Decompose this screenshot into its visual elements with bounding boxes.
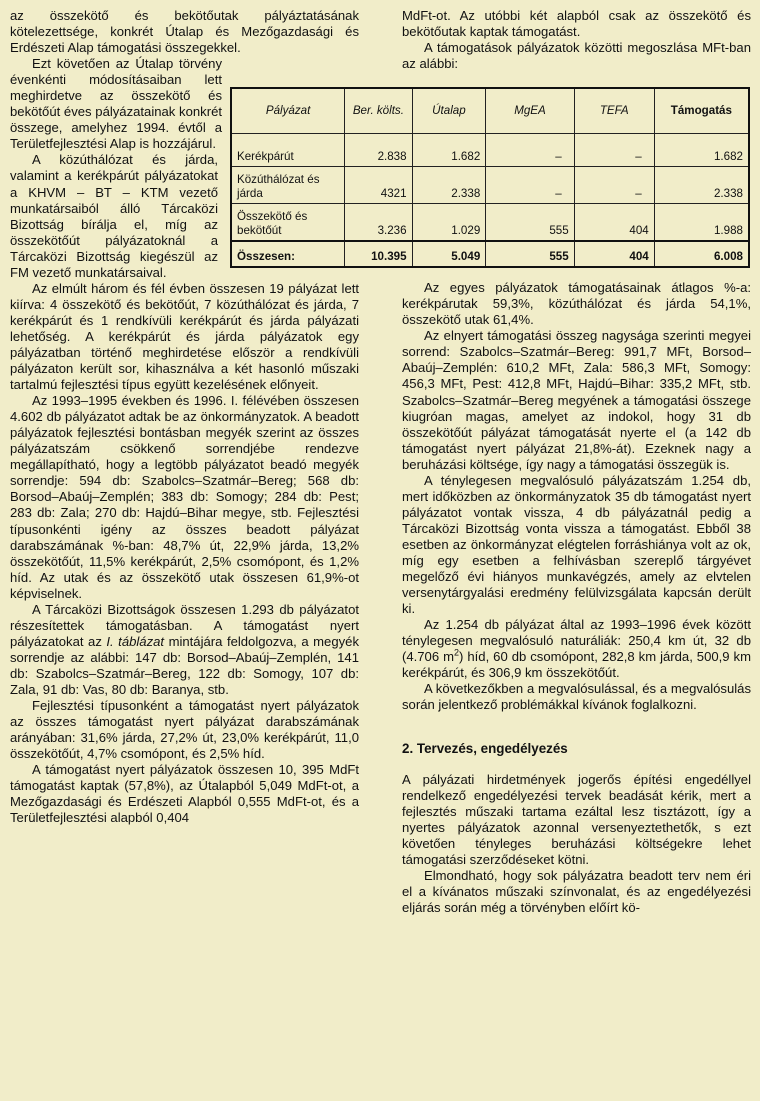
row-label: Kerékpárút bbox=[231, 134, 345, 167]
cell: 404 bbox=[574, 204, 654, 242]
header-ber-kolts: Ber. költs. bbox=[345, 88, 412, 134]
paragraph: Ezt követően az Útalap törvény évenkénti módosításaiban lett meghirdetve az összekötő és bekötőút éves pályázatainak konkrét összege, amelyhez 1994. évtől a Területfejlesztési Alap is hozzájárul. bbox=[10, 56, 222, 152]
cell: 2.338 bbox=[654, 167, 749, 204]
cell: 404 bbox=[574, 241, 654, 267]
cell: 555 bbox=[486, 241, 574, 267]
total-label: Összesen: bbox=[231, 241, 345, 267]
table-reference: I. táblázat bbox=[106, 633, 165, 649]
paragraph: Az egyes pályázatok támogatásainak átlagos %-a: kerékpárutak 59,3%, közúthálózat és járda 54,1%, összekötő utak 61,4%. bbox=[402, 280, 751, 328]
cell: 4321 bbox=[345, 167, 412, 204]
cell: 6.008 bbox=[654, 241, 749, 267]
row-label: Közúthálózat és járda bbox=[231, 167, 345, 204]
row-label: Összekötő és bekötőút bbox=[231, 204, 345, 242]
paragraph: A ténylegesen megvalósuló pályázatszám 1.254 db, mert időközben az önkormányzatok 35 db támogatást nyert pályázatot vontak vissza, 4 db pályázatnál pedig a Tárcaközi Bizottság vonta vissza a támogatást. Ebből 38 esetben az önkormányzat elégtelen forráshiánya volt az ok, míg egy esetben a felhívásban szereplő tárgyévet megelőző évi hiányos munkavégzés, amely az elvtelen versenytárgyalási eredmény felülvizsgálata kapcsán derült ki. bbox=[402, 472, 751, 617]
text-run: Az 1.254 db pályázat által az 1993–1996 évek között ténylegesen megvalósuló naturáliák: 250,4 km út, 32 db (4.706 m bbox=[402, 617, 751, 665]
paragraph: A támogatások pályázatok közötti megoszlása MFt-ban az alábbi: bbox=[402, 40, 751, 72]
cell: 1.029 bbox=[412, 204, 486, 242]
cell: 5.049 bbox=[412, 241, 486, 267]
text-run: mintájára feldolgozva, a megyék sorrendje az alábbi: 147 db: Borsod–Abaúj–Zemplén, 141 db: Szabolcs–Szatmár–Bereg, 122 db: Somogy, 107 db: Zala, 91 db: Vas, 80 db: Baranya, stb. bbox=[10, 633, 359, 697]
section-heading: 2. Tervezés, engedélyezés bbox=[402, 741, 568, 757]
header-palyazat: Pályázat bbox=[231, 88, 345, 134]
text-run: ) híd, 60 db csomópont, 282,8 km járda, 500,9 km kerékpárút, és 306,9 km összekötőút. bbox=[402, 649, 752, 681]
header-utalap: Útalap bbox=[412, 88, 486, 134]
cell: – bbox=[574, 167, 654, 204]
paragraph: Az elmúlt három és fél évben összesen 19 pályázat lett kiírva: 4 összekötő és bekötőút, 7 közúthálózat és járda, 7 kerékpárút és 1 rendkívüli kerékpárút és járda pályázati lehetőség. A kerékpárút és járda pályázatok egy pályázatban történő meghirdetése először a rendkívüli pályázaton került sor, kihasználva a két hasonló műszaki tartalmú fejlesztési típus együtt kezelésének előnyeit. bbox=[10, 280, 359, 393]
cell: 555 bbox=[486, 204, 574, 242]
cell: 2.838 bbox=[345, 134, 412, 167]
superscript: 2 bbox=[454, 647, 460, 658]
header-mgea: MgEA bbox=[486, 88, 574, 134]
paragraph: A pályázati hirdetmények jogerős építési engedéllyel rendelkező engedélyezési tervek beadását kérik, mert a fejlesztés műszaki tartama ezáltal lesz tisztázott, így a nyertes pályázatok azonnal versenyeztethetők, s ezt követően tényleges beruházási költségekre lehet támogatási szerződéseket kötni. bbox=[402, 771, 751, 867]
paragraph: az összekötő és bekötőutak pályáztatásának kötelezettsége, konkrét Útalap és Mezőgazdasági és Erdészeti Alap támogatási összegekkel. bbox=[10, 8, 359, 56]
paragraph: A következőkben a megvalósulással, és a megvalósulás során jelentkező problémákkal kívánok foglalkozni. bbox=[402, 681, 751, 713]
paragraph: A támogatást nyert pályázatok összesen 10, 395 MdFt támogatást kaptak (57,8%), az Útalapból 5,049 MdFt-ot, a Mezőgazdasági és Erdészeti Alapból 0,555 MdFt-ot, és a Területfejlesztési alapból 0,404 bbox=[10, 762, 359, 826]
table-spacer bbox=[402, 72, 751, 280]
paragraph bbox=[10, 602, 359, 698]
paragraph: Elmondható, hogy sok pályázatra beadott terv nem éri el a kívánatos műszaki színvonalat, és az engedélyezési eljárás során még a törvényben előírt kö- bbox=[402, 867, 751, 915]
paragraph: MdFt-ot. Az utóbbi két alapból csak az összekötő és bekötőutak kaptak támogatást. bbox=[402, 8, 751, 40]
cell: 3.236 bbox=[345, 204, 412, 242]
header-tefa: TEFA bbox=[574, 88, 654, 134]
right-column bbox=[402, 8, 751, 916]
cell: 10.395 bbox=[345, 241, 412, 267]
paragraph: A közúthálózat és járda, valamint a kerékpárút pályázatokat a KHVM – BT – KTM vezető munkatársaiból álló Tárcaközi Bizottság bírálja el, míg az összekötőút pályázatoknál a Tárcaközi Bizottság kiegészül az FM vezető munkatársaival. bbox=[10, 152, 218, 280]
cell: 1.988 bbox=[654, 204, 749, 242]
text-run: A Tárcaközi Bizottságok összesen 1.293 db pályázatot részesítettek támogatásban. A támogatást nyert pályázatokat az bbox=[10, 601, 359, 649]
paragraph: Fejlesztési típusonként a támogatást nyert pályázatok az összes támogatást nyert pályázat darabszámának arányában: 31,6% járda, 27,2% út, 23,0% kerékpárút, 11,0 összekötőút, 4,7% csomópont, és 2,5% híd. bbox=[10, 698, 359, 762]
cell: 1.682 bbox=[654, 134, 749, 167]
paragraph: Az 1993–1995 években és 1996. I. félévében összesen 4.602 db pályázatot adtak be az önkormányzatok. A beadott pályázatok fejlesztési bontásban megyék szerint az összes pályázatszám csökkenő sorrendjébe rendezve megállapítható, hogy a legtöbb pályázatot beadó megyék sorrendje: 594 db: Szabolcs–Szatmár–Bereg; 568 db: Borsod–Abaúj–Zemplén; 383 db: Somogy; 284 db: Pest; 283 db: Zala; 270 db: Hajdú–Bihar megye, stb. Fejlesztési típusonkénti igény az összes beadott pályázat darabszámának %-ban: 48,7% út, 22,9% járda, 13,2% összekötőút, 11,5% kerékpárút, 2,5% csomópont, és 1,2% híd. Az utak és az összekötő utak összesen 61,9%-ot képviselnek. bbox=[10, 393, 359, 601]
header-tamogatas: Támogatás bbox=[654, 88, 749, 134]
cell: – bbox=[486, 134, 574, 167]
paragraph bbox=[402, 617, 751, 681]
cell: – bbox=[486, 167, 574, 204]
paragraph: Az elnyert támogatási összeg nagysága szerinti megyei sorrend: Szabolcs–Szatmár–Bereg: 991,7 MFt, Borsod–Abaúj–Zemplén: 610,2 MFt, Zala: 586,3 MFt, Somogy: 456,3 MFt, Pest: 412,8 MFt, Hajdú–Bihar: 335,2 MFt, stb. Szabolcs–Szatmár–Bereg megyének a támogatási összege kiugróan magas, amelyet az indokol, hogy 31 db összekötőút pályázat támogatását nyerte el (a 142 db támogatást nyert pályázat 21,8%-át). Ezeknek nagy a beruházási költsége, így nagy a támogatási összegük is. bbox=[402, 328, 751, 472]
cell: 2.338 bbox=[412, 167, 486, 204]
cell: – bbox=[574, 134, 654, 167]
cell: 1.682 bbox=[412, 134, 486, 167]
